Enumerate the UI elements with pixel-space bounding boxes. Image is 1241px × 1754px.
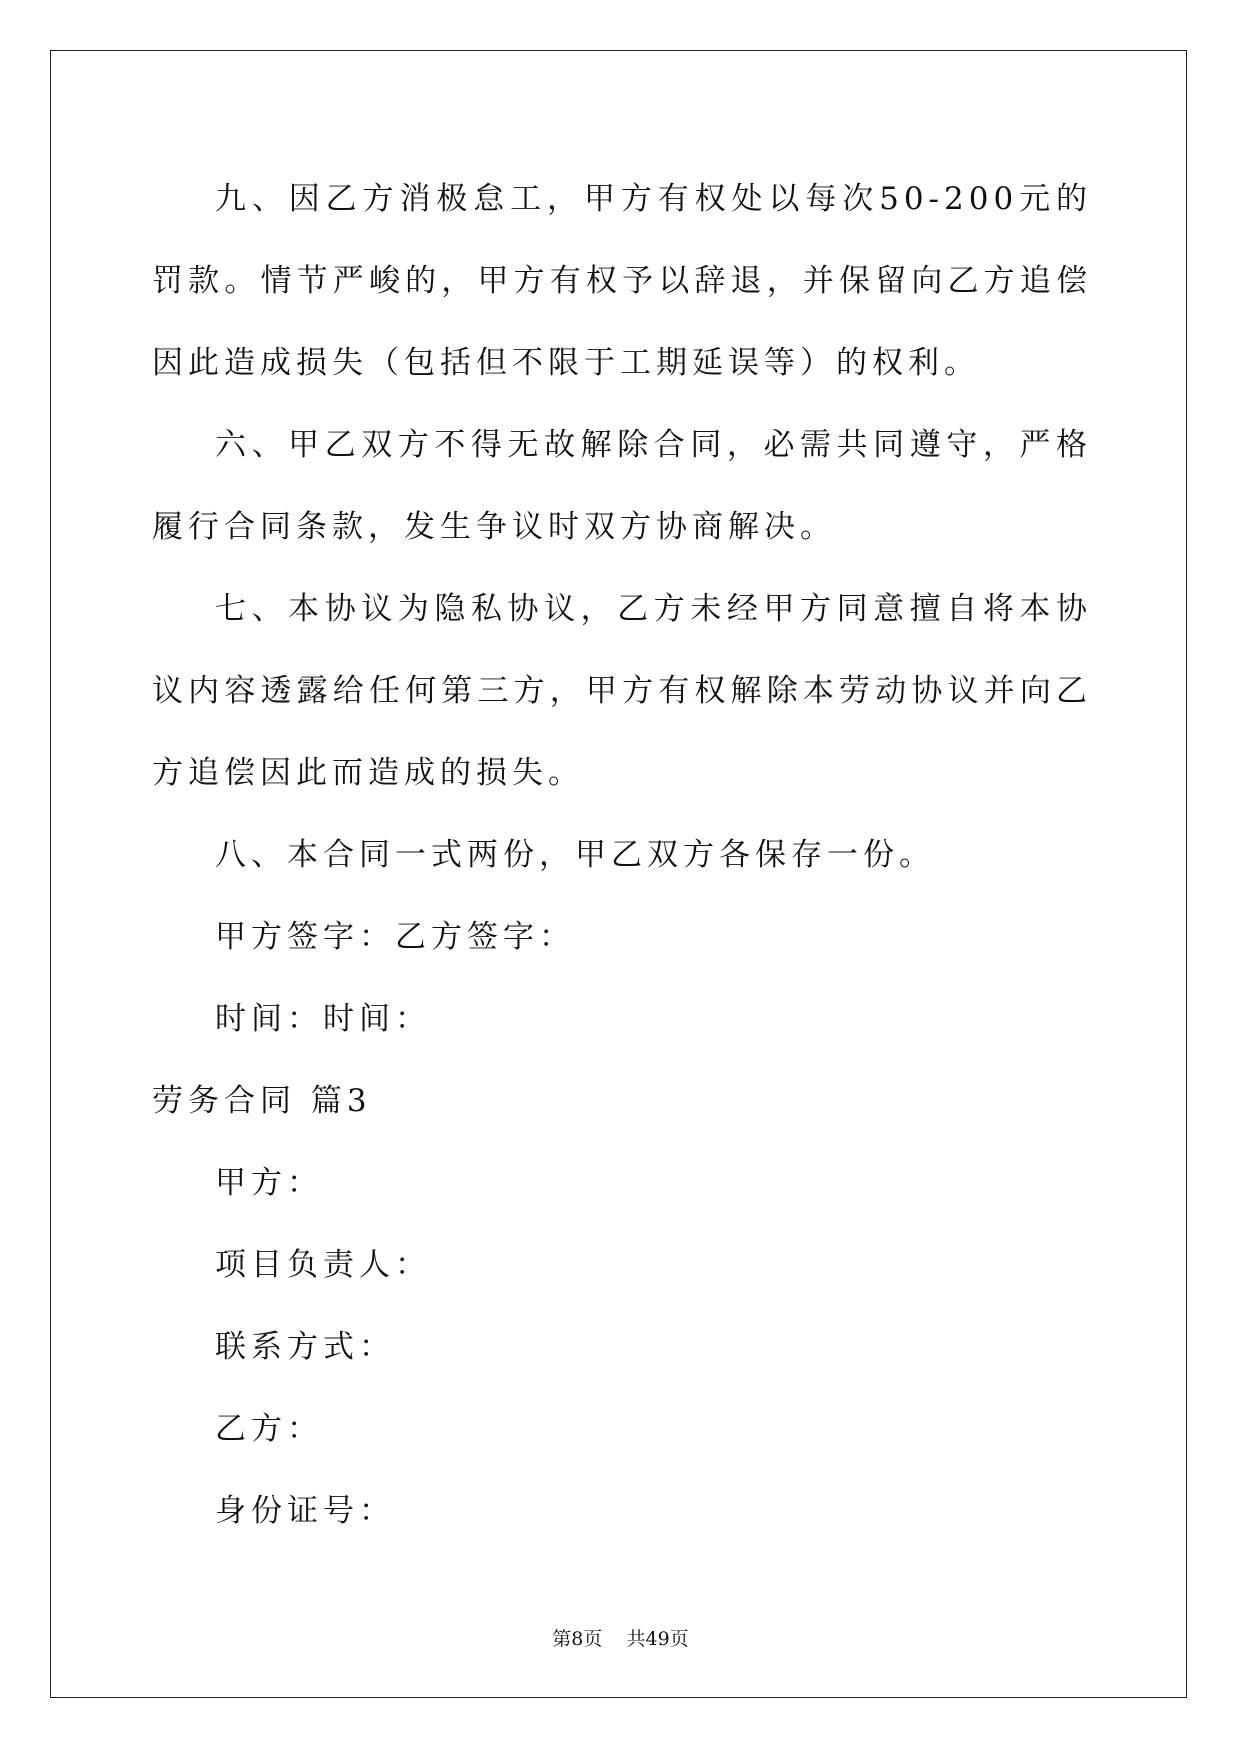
- project-lead-field: 项目负责人：: [215, 1247, 431, 1283]
- clause-six: 六、甲乙双方不得无故解除合同，必需共同遵守，严格履行合同条款，发生争议时双方协商解决。: [152, 427, 1092, 545]
- section-heading: 劳务合同 篇3: [152, 1083, 372, 1119]
- party-b-field: 乙方：: [215, 1411, 323, 1447]
- total-page-count: 共49页: [626, 1628, 689, 1650]
- clause-nine: 九、因乙方消极怠工，甲方有权处以每次50-200元的罚款。情节严峻的，甲方有权予以辞退，并保留向乙方追偿因此造成损失（包括但不限于工期延误等）的权利。: [152, 181, 1092, 381]
- signature-line: 甲方签字：乙方签字：: [215, 919, 575, 955]
- current-page-number: 第8页: [552, 1628, 603, 1650]
- id-number-field: 身份证号：: [215, 1493, 395, 1529]
- clause-eight: 八、本合同一式两份，甲乙双方各保存一份。: [215, 837, 935, 873]
- page-footer: [0, 1624, 1241, 1651]
- date-line: 时间：时间：: [215, 1001, 431, 1037]
- party-a-field: 甲方：: [215, 1165, 323, 1201]
- document-body: [152, 158, 1092, 1552]
- contact-field: 联系方式：: [215, 1329, 395, 1365]
- clause-seven: 七、本协议为隐私协议，乙方未经甲方同意擅自将本协议内容透露给任何第三方，甲方有权解除本劳动协议并向乙方追偿因此而造成的损失。: [152, 591, 1092, 791]
